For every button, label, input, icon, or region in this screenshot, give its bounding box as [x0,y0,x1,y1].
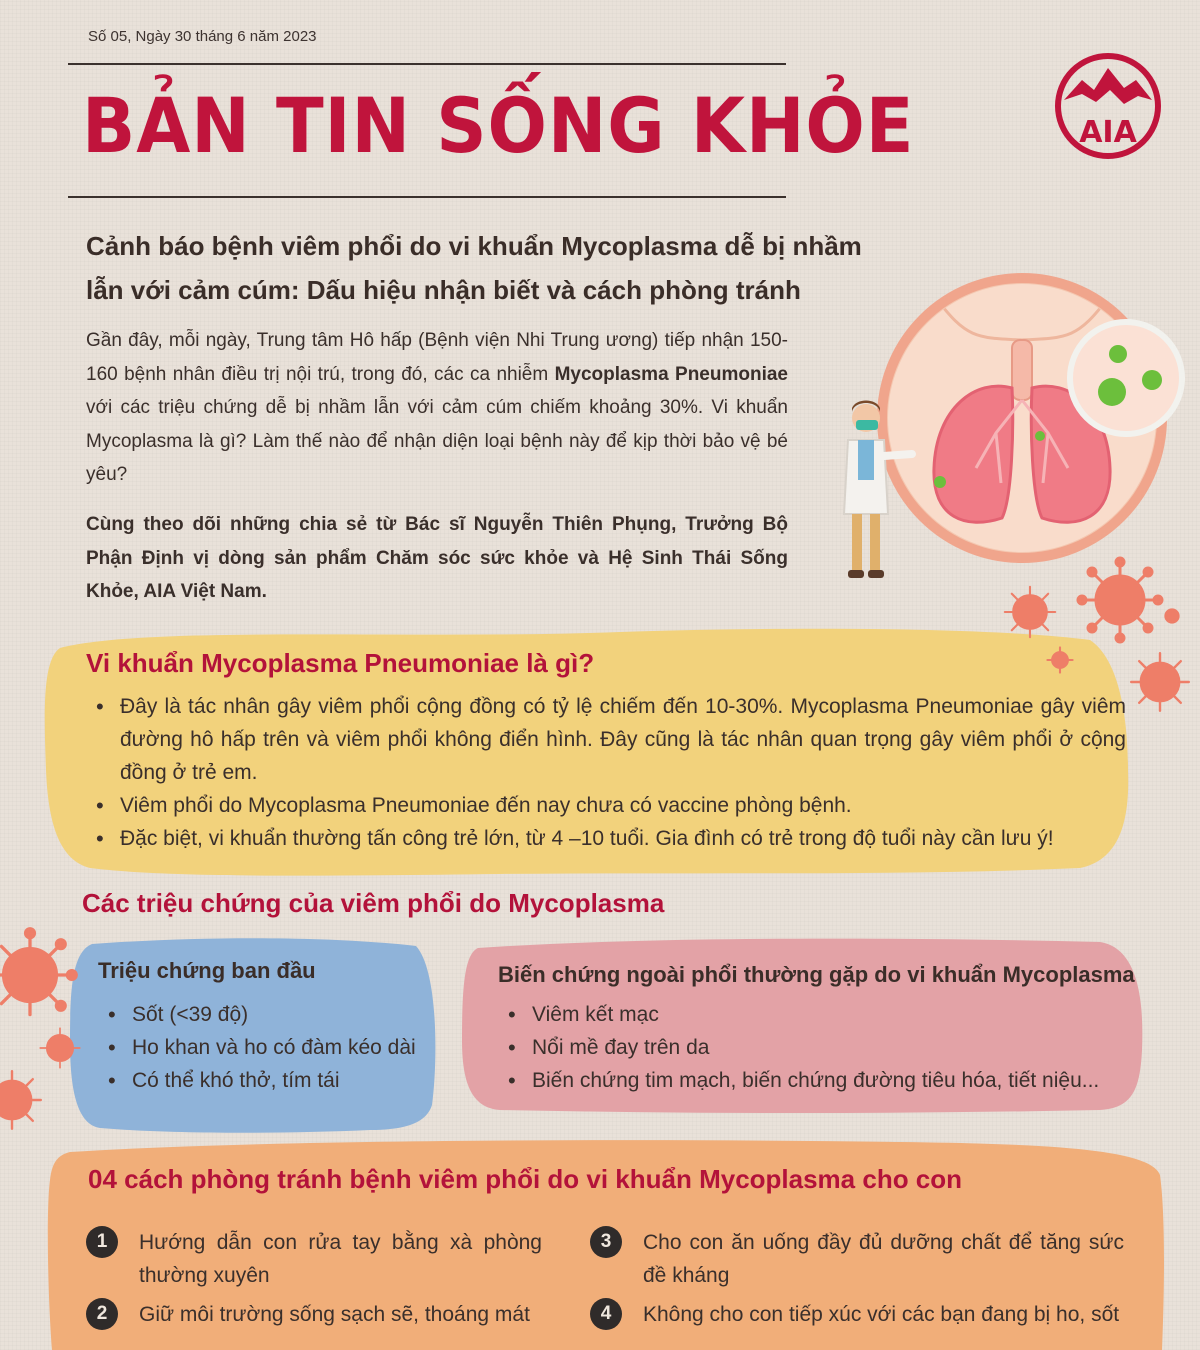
list-item: • Biến chứng tim mạch, biến chứng đường tiêu hóa, tiết niệu... [498,1064,1138,1097]
doctor-illustration [836,396,916,586]
list-item: • Có thể khó thở, tím tái [98,1064,438,1097]
initial-symptoms-title: Triệu chứng ban đầu [98,958,316,983]
list-item: • Đây là tác nhân gây viêm phổi cộng đồng có tỷ lệ chiếm đến 10-30%. Mycoplasma Pneumoniae gây viêm đường hô hấp trên và viêm phổi không điển hình. Đây cũng là tác nhân quan trọng gây viêm phổi ở cộng đồng ở trẻ em. [86,690,1126,789]
list-item: • Viêm phổi do Mycoplasma Pneumoniae đến nay chưa có vaccine phòng bệnh. [86,789,1126,822]
prevention-title: 04 cách phòng tránh bệnh viêm phổi do vi khuẩn Mycoplasma cho con [88,1164,963,1194]
article-headline [86,224,886,312]
what-is-title: Vi khuẩn Mycoplasma Pneumoniae là gì? [86,648,595,678]
list-item: • Nổi mề đay trên da [498,1031,1138,1064]
prevention-step-3 [590,1226,1124,1292]
virus-icon [40,1028,80,1068]
list-item: • Sốt (<39 độ) [98,998,438,1031]
prevention-step-4 [590,1298,1130,1331]
virus-icon [0,929,76,1015]
top-divider [68,63,786,65]
initial-symptoms-list [98,998,438,1097]
complications-title: Biến chứng ngoài phổi thường gặp do vi khuẩn Mycoplasma [498,962,1135,987]
virus-icon [1165,609,1179,623]
list-item: • Ho khan và ho có đàm kéo dài [98,1031,438,1064]
issue-date: Số 05, Ngày 30 tháng 6 năm 2023 [88,28,317,45]
list-item: • Viêm kết mạc [498,998,1138,1031]
step-text: Giữ môi trường sống sạch sẽ, thoáng mát [139,1303,530,1326]
step-number-badge: 1 [86,1226,118,1258]
step-text: Hướng dẫn con rửa tay bằng xà phòng thường xuyên [139,1231,542,1287]
step-text: Cho con ăn uống đầy đủ dưỡng chất để tăng sức đề kháng [643,1231,1124,1287]
virus-icon [0,1071,41,1129]
credit-paragraph: Cùng theo dõi những chia sẻ từ Bác sĩ Nguyễn Thiên Phụng, Trưởng Bộ Phận Định vị dòng sản phẩm Chăm sóc sức khỏe và Hệ Sinh Thái Sống Khỏe, AIA Việt Nam. [86,514,788,602]
newsletter-title: BẢN TIN SỐNG KHỎE [82,81,915,170]
headline-line-1: Cảnh báo bệnh viêm phổi do vi khuẩn Mycoplasma dễ bị nhầm [86,231,862,261]
intro-text-2: với các triệu chứng dễ bị nhầm lẫn với cảm cúm chiếm khoảng 30%. Vi khuẩn Mycoplasma là gì? Làm thế nào để nhận diện loại bệnh này để kịp thời bảo vệ bé yêu? [86,397,788,485]
virus-icon [1131,653,1189,711]
step-number-badge: 2 [86,1298,118,1330]
list-item: • Đặc biệt, vi khuẩn thường tấn công trẻ lớn, từ 4 –10 tuổi. Gia đình có trẻ trong độ tuổi này cần lưu ý! [86,822,1126,855]
virus-icon [1005,587,1055,637]
virus-icon [1047,647,1072,672]
step-text: Không cho con tiếp xúc với các bạn đang bị ho, sốt [643,1303,1120,1326]
aia-logo [1052,50,1164,162]
prevention-step-2 [86,1298,542,1331]
intro-bold-term: Mycoplasma Pneumoniae [554,363,789,385]
symptoms-title: Các triệu chứng của viêm phổi do Mycoplasma [82,888,665,918]
bottom-divider [68,196,786,198]
complications-list [498,998,1138,1097]
intro-paragraph [86,324,788,492]
headline-line-2: lẫn với cảm cúm: Dấu hiệu nhận biết và cách phòng tránh [86,275,801,305]
prevention-step-1 [86,1226,542,1292]
step-number-badge: 4 [590,1298,622,1330]
what-is-list [86,690,1126,855]
intro-text-1: Gần đây, mỗi ngày, Trung tâm Hô hấp (Bệnh viện Nhi Trung ương) tiếp nhận 150-160 bệnh nhân điều trị nội trú, trong đó, các ca nhiễm [86,330,788,385]
step-number-badge: 3 [590,1226,622,1258]
svg-text:AIA: AIA [1079,115,1137,150]
